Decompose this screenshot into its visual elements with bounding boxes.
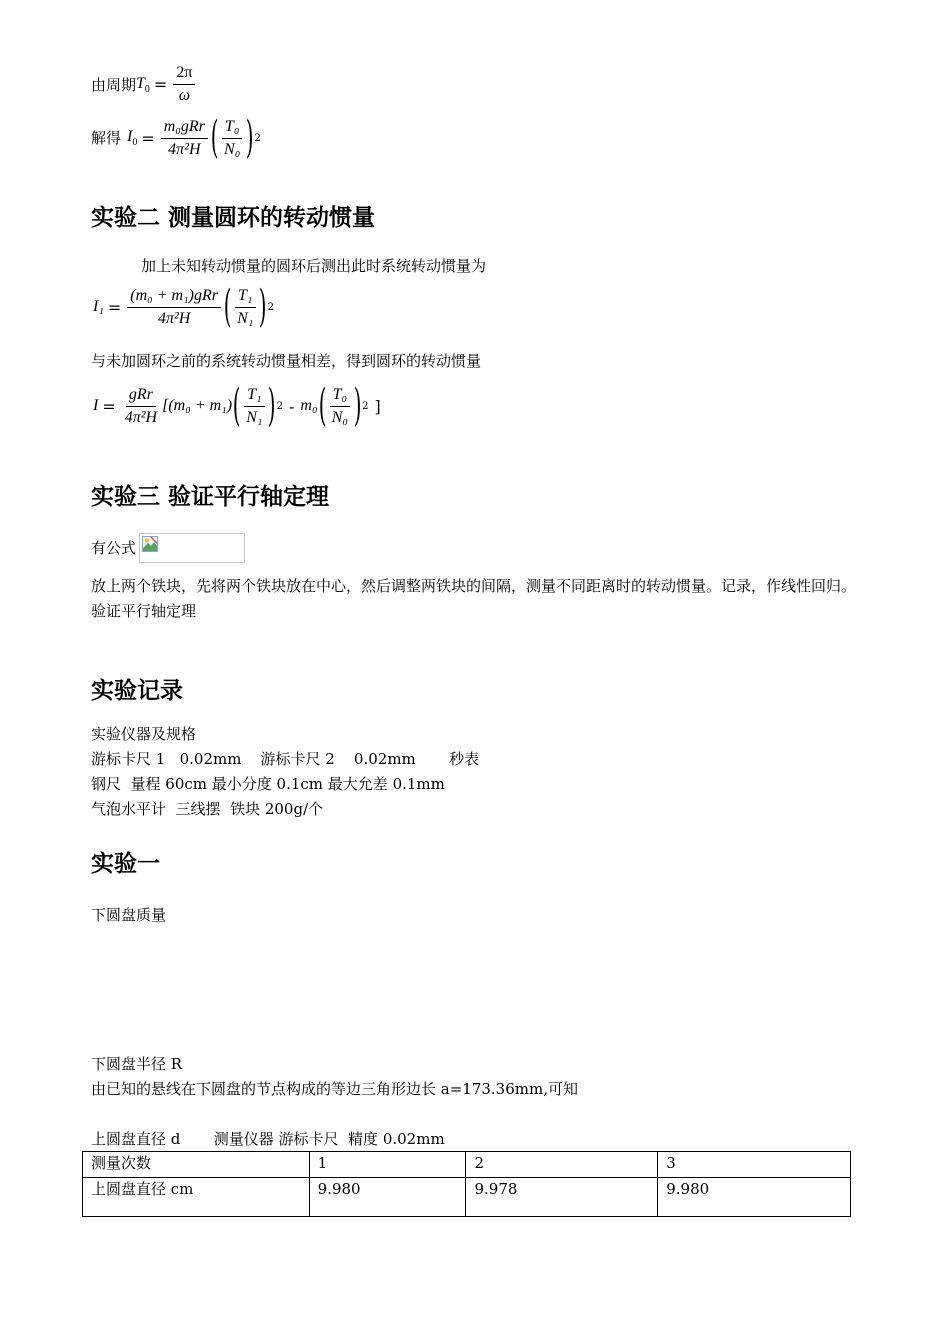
- broken-formula-image: [139, 533, 245, 563]
- broken-image-icon: [142, 536, 158, 552]
- solve-inner-den: N₀: [224, 140, 241, 158]
- period-lhs: T: [136, 74, 145, 92]
- exp1-triangle: 由已知的悬线在下圆盘的节点构成的等边三角形边长 a=173.36mm,可知: [91, 1080, 578, 1098]
- exp1-lower-radius: 下圆盘半径 R: [91, 1055, 183, 1073]
- f1-power: 2: [267, 301, 274, 313]
- exp3-body: 放上两个铁块，先将两个铁块放在中心，然后调整两铁块的间隔，测量不同距离时的转动惯量。记录，作线性回归。验证平行轴定理: [91, 577, 857, 620]
- f2-b-den: N₀: [331, 408, 348, 426]
- f2-num: gRr: [126, 386, 156, 407]
- solve-den: 4π²H: [168, 140, 201, 158]
- solve-lhs: I: [127, 128, 133, 145]
- table-row: [83, 1178, 851, 1217]
- table-cell: 上圆盘直径 cm: [83, 1178, 310, 1217]
- exp2-title: 实验二 测量圆环的转动惯量: [91, 205, 376, 231]
- f2-minus: -: [288, 396, 295, 416]
- period-den: ω: [178, 87, 191, 104]
- exp3-formula-row: [91, 533, 245, 563]
- exp2-intro: 加上未知转动惯量的圆环后测出此时系统转动惯量为: [141, 257, 487, 275]
- exp2-formula1: I₁ = $\frac{\text{(m₀ + m₁)gRr}}{\text{4π²H}}$ ( $\frac{\text{T₁}}{\text{N₁}}$ ) 2: [93, 281, 274, 332]
- f2-b-num: T₀: [330, 386, 350, 407]
- solve-formula: 解得 $I_0$ = $\frac{\text{m₀gRr}}{\text{4π²H}}$ ( $\frac{\text{T₀}}{\text{N₀}}$ ) 2: [91, 112, 261, 163]
- exp1-lower-mass: 下圆盘质量: [91, 906, 167, 924]
- solve-lhs-sub: 0: [132, 137, 138, 148]
- record-line-4: 气泡水平计 三线摆 铁块 200g/个: [91, 800, 324, 818]
- f2-a-den: N₁: [246, 408, 263, 426]
- f2-close: ]: [374, 396, 381, 416]
- f1-inner-num: T₁: [235, 287, 255, 308]
- f1-lhs: I₁: [93, 298, 104, 315]
- f2-m0: m₀: [300, 397, 318, 414]
- measurement-table: [82, 1151, 851, 1217]
- f2-power-a: 2: [276, 400, 283, 412]
- record-line-3: 钢尺 量程 60cm 最小分度 0.1cm 最大允差 0.1mm: [91, 775, 445, 793]
- f1-num: (m₀ + m₁)gRr: [127, 287, 221, 308]
- record-line-1: 实验仪器及规格: [91, 725, 197, 743]
- f2-power-b: 2: [362, 400, 369, 412]
- period-lhs-sub: 0: [144, 83, 150, 95]
- table-cell: 9.980: [658, 1178, 851, 1217]
- solve-inner-num: T₀: [222, 118, 242, 139]
- table-header-cell: 2: [466, 1152, 658, 1178]
- f1-inner-den: N₁: [237, 309, 254, 327]
- exp1-upper-dia: 上圆盘直径 d 测量仪器 游标卡尺 精度 0.02mm: [91, 1130, 445, 1148]
- f2-lhs: I: [93, 397, 99, 414]
- f2-den: 4π²H: [124, 408, 158, 426]
- record-line-2: 游标卡尺 1 0.02mm 游标卡尺 2 0.02mm 秒表: [91, 750, 480, 768]
- period-num: 2π: [173, 64, 195, 85]
- table-cell: 9.978: [466, 1178, 658, 1217]
- solve-label: 解得: [91, 129, 122, 147]
- table-cell: 9.980: [309, 1178, 466, 1217]
- solve-power: 2: [254, 132, 261, 144]
- exp1-title: 实验一: [91, 851, 160, 877]
- record-title: 实验记录: [91, 678, 183, 704]
- table-header-cell: 3: [658, 1152, 851, 1178]
- exp2-formula2: I = $\frac{\text{gRr}}{\text{4π²H}}$ [(m₀ + m₁) ( $\frac{\text{T₁}}{\text{N₁}}$ ) 2 - m₀ ( $\frac{\text{T₀}}{\text{N₀}}$ ) 2 ]: [93, 380, 381, 431]
- exp2-diff-text: 与未加圆环之前的系统转动惯量相差，得到圆环的转动惯量: [91, 352, 482, 370]
- table-header-cell: 测量次数: [83, 1152, 310, 1178]
- f1-den: 4π²H: [157, 309, 191, 327]
- f2-open: [(m₀ + m₁): [162, 397, 233, 414]
- solve-num: m₀gRr: [161, 118, 208, 139]
- exp3-formula-label: 有公式: [91, 539, 137, 557]
- table-header-cell: 1: [309, 1152, 466, 1178]
- period-label: 由周期: [91, 75, 137, 94]
- exp3-title: 实验三 验证平行轴定理: [91, 484, 330, 510]
- period-formula: 由周期 $T_0$ = $\frac{2\pi}{\omega}$: [91, 64, 197, 105]
- f2-a-num: T₁: [244, 386, 264, 407]
- table-header-row: [83, 1152, 851, 1178]
